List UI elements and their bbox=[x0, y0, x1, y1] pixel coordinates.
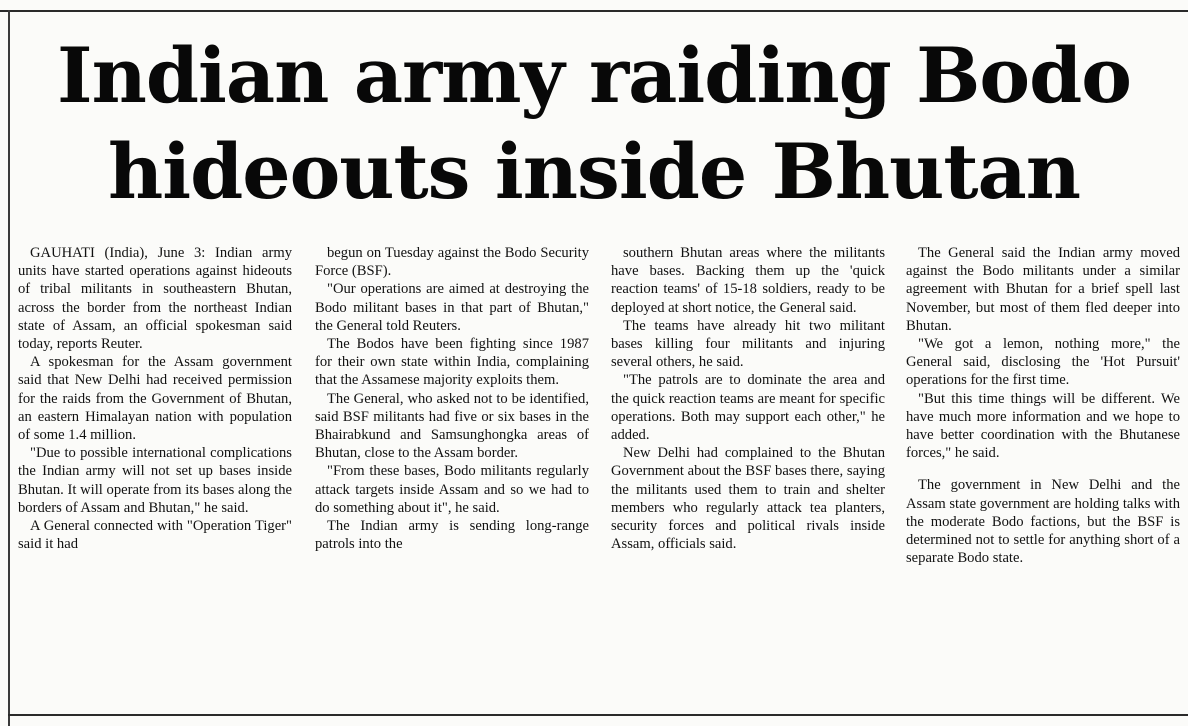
bottom-border-rule bbox=[8, 714, 1188, 716]
paragraph: "But this time things will be different. We have much more information and we hope to have better coordination with the Bhutanese forces," he said. bbox=[906, 390, 1180, 462]
paragraph: "From these bases, Bodo militants regularly attack targets inside Assam and so we had to do something about it", he said. bbox=[315, 463, 589, 516]
article-body bbox=[18, 244, 1182, 704]
left-border-rule bbox=[8, 10, 10, 726]
article-column-2 bbox=[315, 244, 589, 704]
article-column-3 bbox=[611, 244, 885, 704]
paragraph: southern Bhutan areas where the militants have bases. Backing them up the 'quick reaction teams' of 15-18 soldiers, ready to be deployed at short notice, the General said. bbox=[611, 245, 885, 316]
paragraph: "Our operations are aimed at destroying the Bodo militant bases in that part of Bhutan," the General told Reuters. bbox=[315, 281, 589, 334]
paragraph: A spokesman for the Assam government said that New Delhi had received permission for the raids from the Government of Bhutan, an eastern Himalayan nation with population of some 1.4 million. bbox=[18, 354, 292, 444]
paragraph: "We got a lemon, nothing more," the General said, disclosing the 'Hot Pursuit' operations for the first time. bbox=[906, 336, 1180, 389]
article-column-1 bbox=[18, 244, 292, 704]
article-column-4 bbox=[906, 244, 1180, 704]
headline bbox=[14, 28, 1174, 220]
paragraph: A General connected with "Operation Tiger" said it had bbox=[18, 518, 292, 553]
paragraph: "Due to possible international complications the Indian army will not set up bases inside Bhutan. It will operate from its bases along the borders of Assam and Bhutan," he said. bbox=[18, 445, 292, 516]
paragraph: The Bodos have been fighting since 1987 for their own state within India, complaining that the Assamese majority exploits them. bbox=[315, 336, 589, 389]
top-border-rule bbox=[0, 10, 1188, 12]
paragraph: The General said the Indian army moved against the Bodo militants under a similar agreement with Bhutan for a brief spell last November, but most of them fled deeper into Bhutan. bbox=[906, 245, 1180, 334]
paragraph: "The patrols are to dominate the area and the quick reaction teams are meant for specific operations. Both may support each other," he added. bbox=[611, 372, 885, 444]
paragraph: The General, who asked not to be identified, said BSF militants had five or six bases in the Bhairabkund and Samsunghongka areas of Bhutan, close to the Assam border. bbox=[315, 390, 589, 462]
paragraph: The Indian army is sending long-range patrols into the bbox=[315, 518, 589, 553]
paragraph: begun on Tuesday against the Bodo Security Force (BSF). bbox=[315, 245, 589, 280]
paragraph: GAUHATI (India), June 3: Indian army units have started operations against hideouts of tribal militants in southeastern Bhutan, across the border from the northeast Indian state of Assam, an official spokesman said today, reports Reuter. bbox=[18, 245, 292, 353]
paragraph: The government in New Delhi and the Assam state government are holding talks with the moderate Bodo factions, but the BSF is determined not to settle for anything short of a separate Bodo state. bbox=[906, 477, 1180, 567]
paragraph: The teams have already hit two militant bases killing four militants and injuring several others, he said. bbox=[611, 317, 885, 371]
headline-line-1: Indian army raiding Bodo bbox=[57, 31, 1131, 120]
headline-line-2: hideouts inside Bhutan bbox=[107, 127, 1080, 216]
paragraph: New Delhi had complained to the Bhutan Government about the BSF bases there, saying the militants used them to train and shelter members who regularly attack tea planters, security forces and political rivals inside Assam, officials said. bbox=[611, 445, 885, 553]
